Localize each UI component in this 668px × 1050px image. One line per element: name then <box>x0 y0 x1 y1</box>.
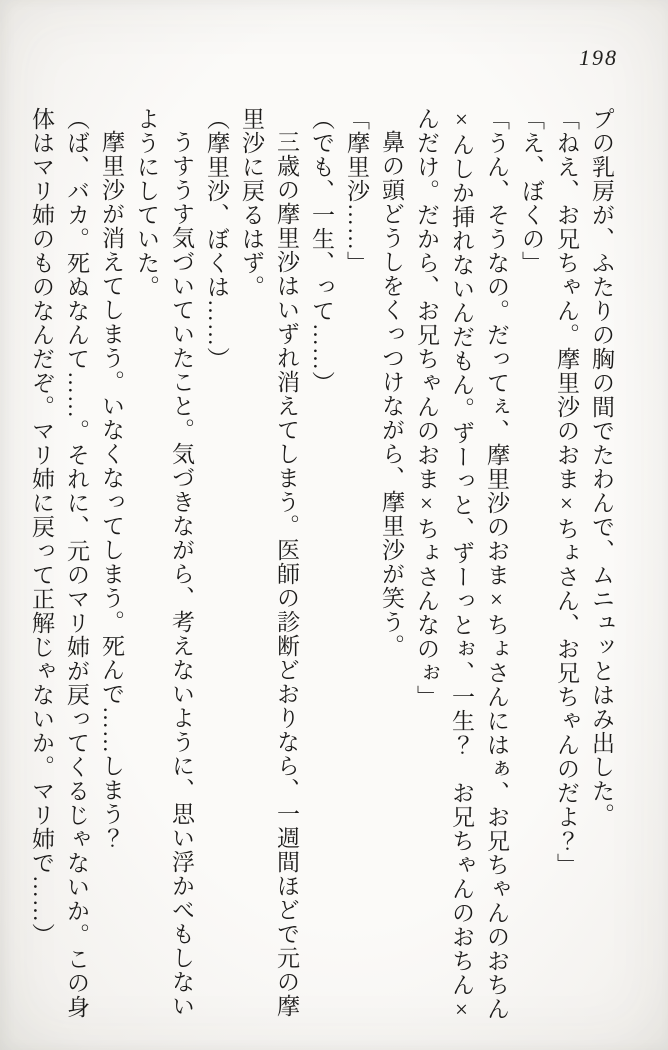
page-number: 198 <box>579 45 618 70</box>
text-line: （摩里沙、ぼくは……） <box>204 107 229 371</box>
text-line: プの乳房が、ふたりの胸の間でたわんで、ムニュッとはみ出した。 <box>589 107 614 827</box>
text-line: （ば、バカ。死ぬなんて……。それに、元のマリ姉が戻ってくるじゃないか。この身 <box>64 107 89 1019</box>
text-line: 摩里沙が消えてしまう。いなくなってしまう。死んで……しまう？ <box>99 130 124 850</box>
body-text <box>24 107 619 1027</box>
text-line: うすうす気づいていたこと。気づきながら、考えないように、思い浮かべもしない <box>169 130 194 1018</box>
text-line: 「うん、そうなの。だってぇ、摩里沙のおま×ちょさんにはぁ、お兄ちゃんのおちん <box>484 107 509 1021</box>
text-line: 三歳の摩里沙はいずれ消えてしまう。医師の診断どおりなら、一週間ほどで元の摩 <box>274 130 299 1018</box>
text-line: 鼻の頭どうしをくっつけながら、摩里沙が笑う。 <box>379 130 404 658</box>
text-line: 「摩里沙……」 <box>344 107 369 275</box>
text-line: 「え、ぼくの」 <box>519 107 544 275</box>
text-line: んだけ。だから、お兄ちゃんのおま×ちょさんなのぉ」 <box>414 107 439 709</box>
text-line: 里沙に戻るはず。 <box>239 107 264 299</box>
text-line: ×んしか挿れないんだもん。ずーっと、ずーっとぉ、一生？ お兄ちゃんのおちん× <box>449 107 474 1023</box>
text-line: （でも、一生、って……） <box>309 107 334 395</box>
text-line: 「ねえ、お兄ちゃん。摩里沙のおま×ちょさん、お兄ちゃんのだよ？」 <box>554 107 579 877</box>
text-line: 体はマリ姉のものなんだぞ。マリ姉に戻って正解じゃないか。マリ姉で……） <box>29 107 54 947</box>
text-line: ようにしていた。 <box>134 107 159 299</box>
